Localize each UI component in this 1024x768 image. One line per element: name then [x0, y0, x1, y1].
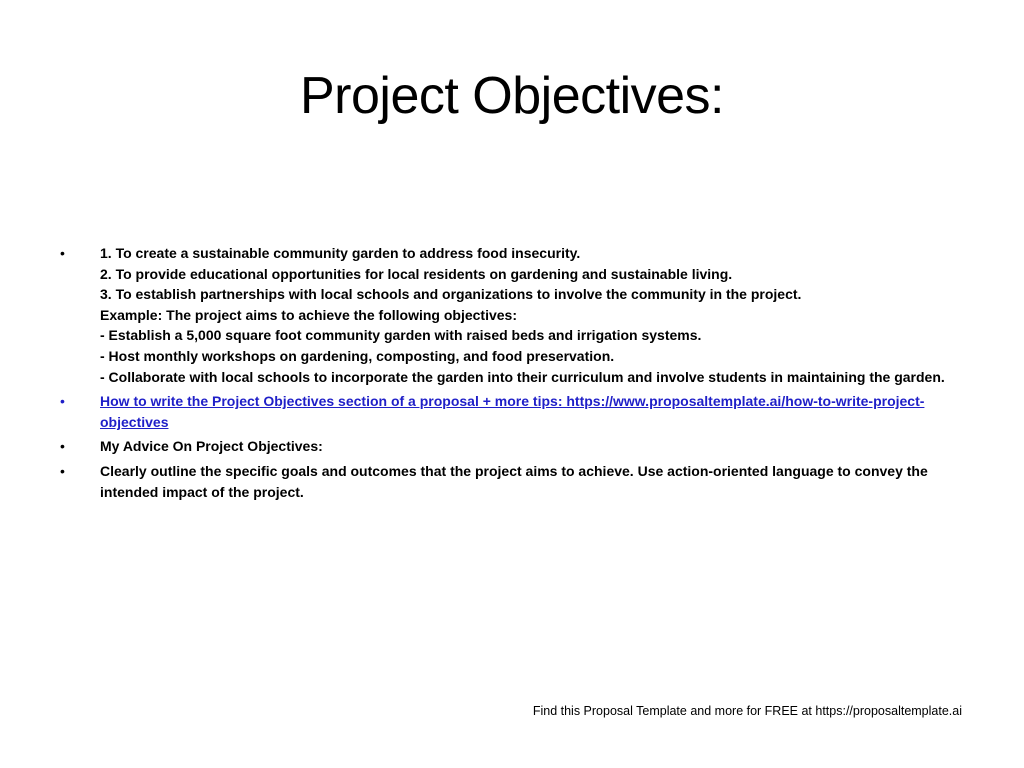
objective-line: - Establish a 5,000 square foot community garden with raised beds and irrigation systems.	[100, 327, 702, 344]
bullet-link	[58, 391, 968, 432]
objective-line: 2. To provide educational opportunities for local residents on gardening and sustainable living.	[100, 265, 733, 282]
objective-line: - Host monthly workshops on gardening, composting, and food preservation.	[100, 347, 615, 364]
objectives-text	[100, 243, 968, 387]
bullet-objectives	[58, 243, 968, 387]
advice-heading: My Advice On Project Objectives:	[100, 438, 323, 455]
bullet-dot-icon: •	[60, 245, 65, 261]
advice-text: Clearly outline the specific goals and outcomes that the project aims to achieve. Use action-oriented language to convey the intended impact of the project.	[100, 462, 928, 500]
how-to-write-link[interactable]: How to write the Project Objectives section of a proposal + more tips: https://www.proposaltemplate.ai/how-to-write-project-objectives	[100, 393, 925, 430]
bullet-dot-icon: •	[60, 438, 65, 455]
bullet-list	[58, 243, 968, 506]
bullet-advice-text	[58, 461, 968, 502]
bullet-advice-heading	[58, 436, 968, 457]
slide-title: Project Objectives:	[300, 67, 724, 125]
objective-line: Example: The project aims to achieve the following objectives:	[100, 306, 517, 323]
bullet-dot-icon: •	[60, 393, 65, 410]
objective-line: 1. To create a sustainable community garden to address food insecurity.	[100, 245, 581, 261]
objective-line: 3. To establish partnerships with local schools and organizations to involve the community in the project.	[100, 286, 802, 303]
bullet-dot-icon: •	[60, 462, 65, 479]
objective-line: - Collaborate with local schools to incorporate the garden into their curriculum and involve students in maintaining the garden.	[100, 368, 945, 385]
footer-credit: Find this Proposal Template and more for FREE at https://proposaltemplate.ai	[532, 704, 962, 718]
